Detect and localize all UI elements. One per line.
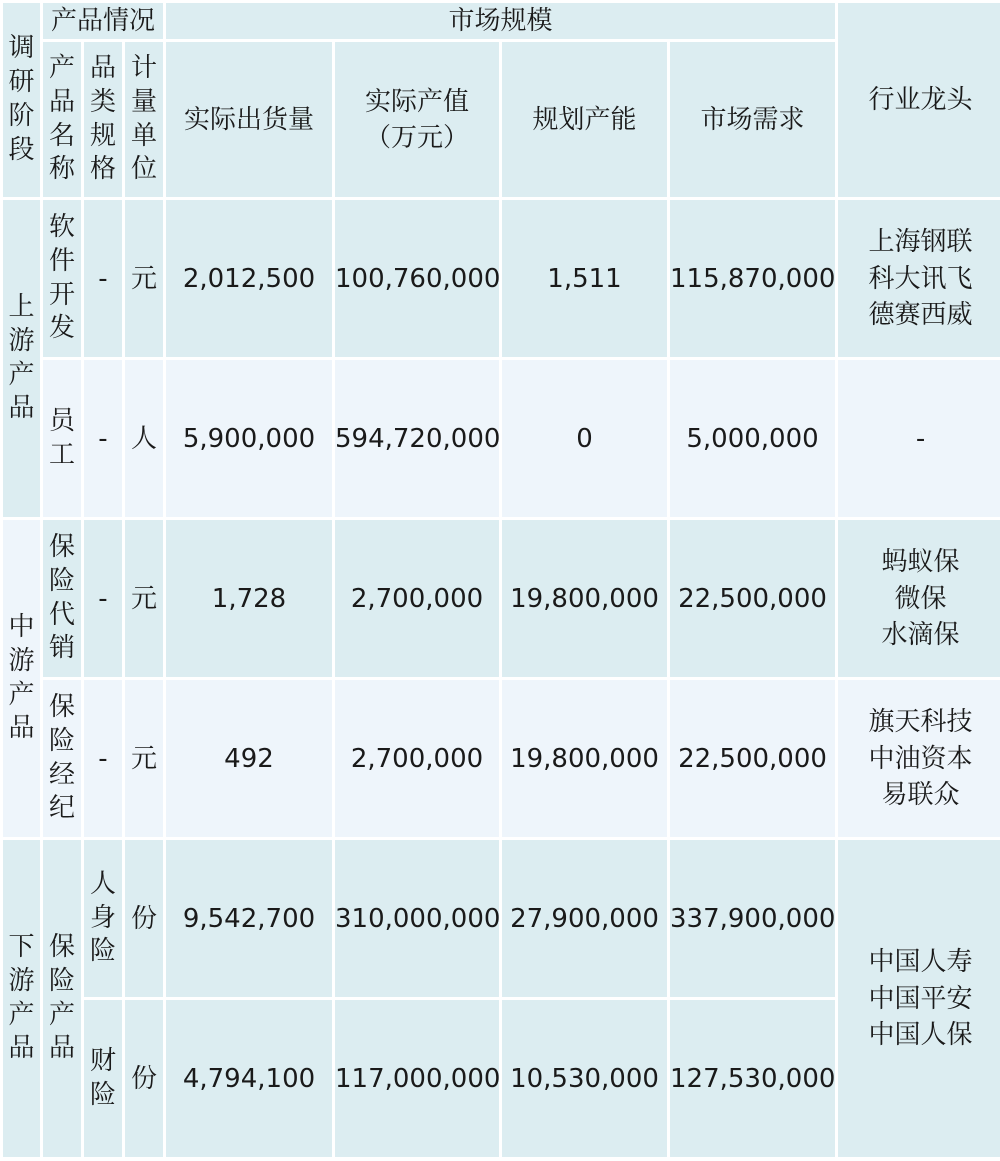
unit-cell: 元: [125, 200, 163, 357]
unit-cell: 元: [125, 680, 163, 837]
demand-cell: 5,000,000: [670, 360, 835, 517]
capacity-cell: 1,511: [502, 200, 667, 357]
header-actual-shipment: 实际出货量: [166, 42, 332, 197]
table-row: [3, 520, 1000, 677]
table-row: [3, 680, 1000, 837]
header-stage: 调研阶段: [3, 3, 40, 197]
product-name-cell: 保险产品: [43, 840, 81, 1157]
value-cell: 100,760,000: [335, 200, 499, 357]
spec-cell: -: [84, 680, 122, 837]
capacity-cell: 0: [502, 360, 667, 517]
header-actual-value: 实际产值 （万元）: [335, 42, 499, 197]
header-industry-leaders: 行业龙头: [838, 3, 1000, 197]
unit-cell: 份: [125, 840, 163, 997]
product-name-cell: 保险代销: [43, 520, 81, 677]
leaders-cell: 上海钢联 科大讯飞 德赛西威: [838, 200, 1000, 357]
shipment-cell: 4,794,100: [166, 1000, 332, 1157]
demand-cell: 22,500,000: [670, 520, 835, 677]
demand-cell: 22,500,000: [670, 680, 835, 837]
demand-cell: 337,900,000: [670, 840, 835, 997]
value-cell: 2,700,000: [335, 520, 499, 677]
shipment-cell: 5,900,000: [166, 360, 332, 517]
product-name-cell: 保险经纪: [43, 680, 81, 837]
spec-cell: 财险: [84, 1000, 122, 1157]
header-market-demand: 市场需求: [670, 42, 835, 197]
shipment-cell: 492: [166, 680, 332, 837]
header-category-spec: 品类规格: [84, 42, 122, 197]
capacity-cell: 19,800,000: [502, 680, 667, 837]
value-cell: 2,700,000: [335, 680, 499, 837]
value-cell: 117,000,000: [335, 1000, 499, 1157]
shipment-cell: 1,728: [166, 520, 332, 677]
shipment-cell: 2,012,500: [166, 200, 332, 357]
leaders-cell: 旗天科技 中油资本 易联众: [838, 680, 1000, 837]
group-midstream: 中游产品: [3, 520, 40, 837]
spec-cell: -: [84, 520, 122, 677]
product-name-cell: 员工: [43, 360, 81, 517]
header-market-size: 市场规模: [166, 3, 835, 39]
header-planned-capacity: 规划产能: [502, 42, 667, 197]
group-upstream: 上游产品: [3, 200, 40, 517]
table-row: [3, 360, 1000, 517]
header-product-name: 产品名称: [43, 42, 81, 197]
table-row: [3, 200, 1000, 357]
spec-cell: -: [84, 360, 122, 517]
spec-cell: -: [84, 200, 122, 357]
value-cell: 310,000,000: [335, 840, 499, 997]
shipment-cell: 9,542,700: [166, 840, 332, 997]
value-cell: 594,720,000: [335, 360, 499, 517]
demand-cell: 127,530,000: [670, 1000, 835, 1157]
group-downstream: 下游产品: [3, 840, 40, 1157]
unit-cell: 元: [125, 520, 163, 677]
product-name-cell: 软件开发: [43, 200, 81, 357]
capacity-cell: 10,530,000: [502, 1000, 667, 1157]
spec-cell: 人身险: [84, 840, 122, 997]
demand-cell: 115,870,000: [670, 200, 835, 357]
header-unit: 计量单位: [125, 42, 163, 197]
unit-cell: 人: [125, 360, 163, 517]
header-product-info: 产品情况: [43, 3, 163, 39]
leaders-cell: -: [838, 360, 1000, 517]
unit-cell: 份: [125, 1000, 163, 1157]
leaders-cell: 蚂蚁保 微保 水滴保: [838, 520, 1000, 677]
capacity-cell: 19,800,000: [502, 520, 667, 677]
leaders-cell: 中国人寿 中国平安 中国人保: [838, 840, 1000, 1157]
table-row: [3, 840, 1000, 997]
capacity-cell: 27,900,000: [502, 840, 667, 997]
